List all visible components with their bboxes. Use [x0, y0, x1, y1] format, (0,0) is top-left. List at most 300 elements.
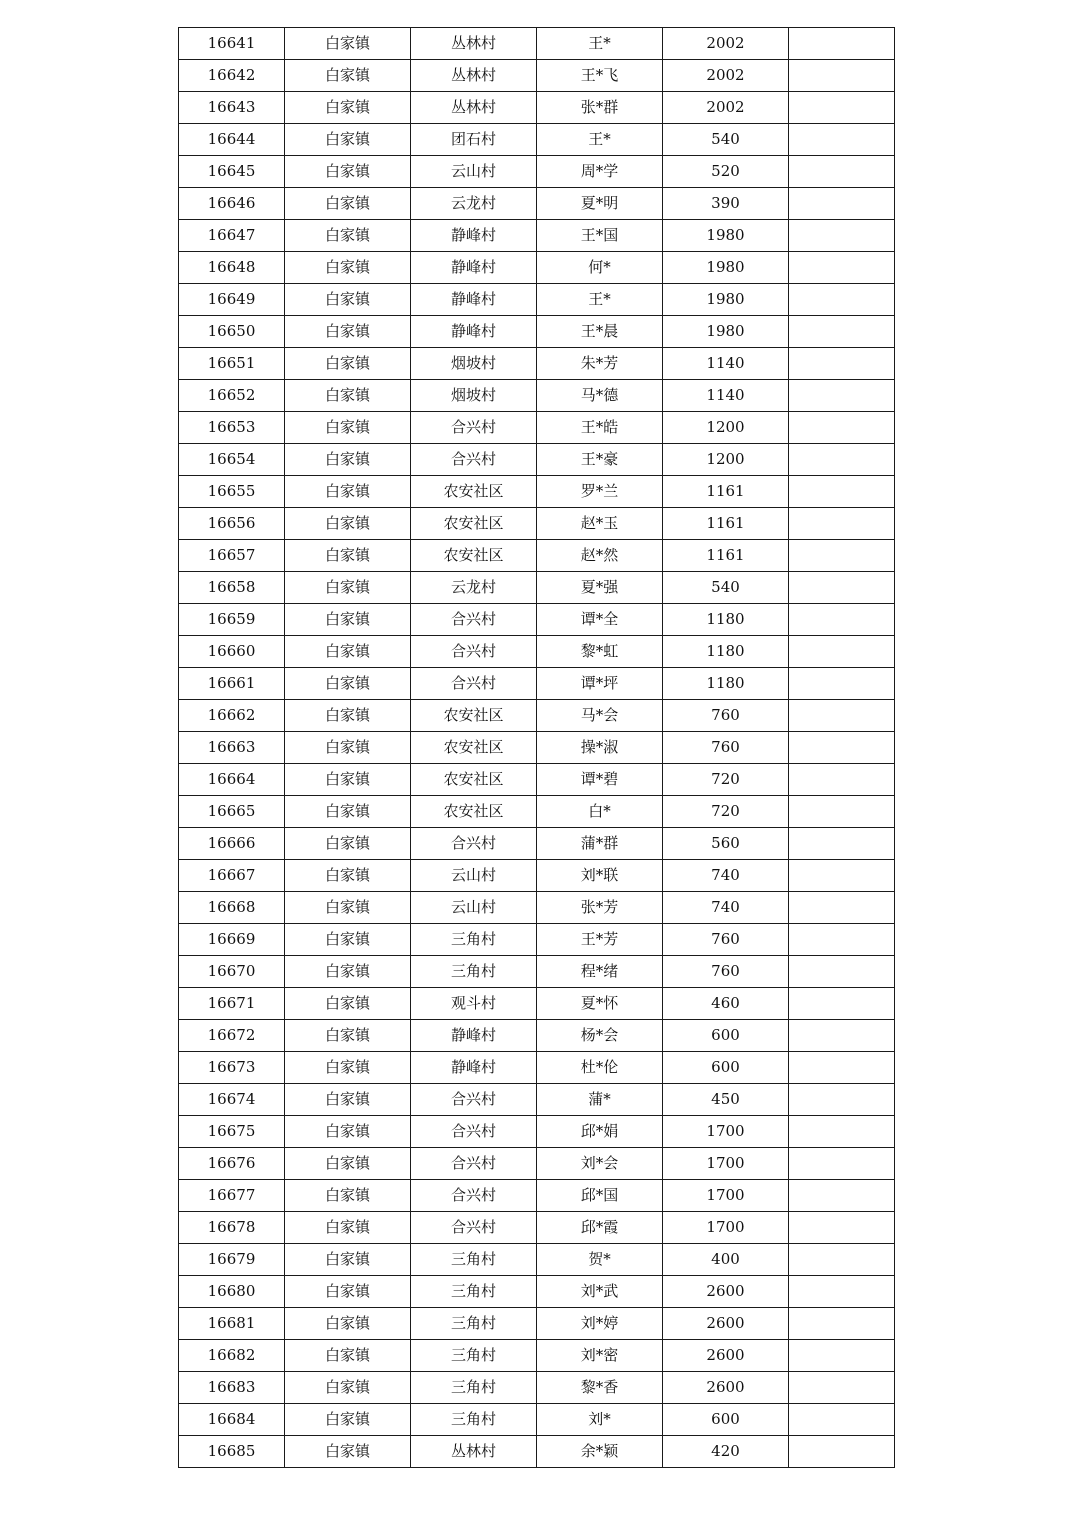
name-cell: 刘*婷: [537, 1308, 663, 1340]
table-row: [179, 252, 895, 284]
row-number-cell: 16656: [179, 508, 285, 540]
remark-cell: [789, 604, 895, 636]
remark-cell: [789, 668, 895, 700]
table-row: [179, 220, 895, 252]
row-number-cell: 16652: [179, 380, 285, 412]
table-row: [179, 764, 895, 796]
table-row: [179, 1212, 895, 1244]
town-cell: 白家镇: [285, 124, 411, 156]
amount-cell: 1161: [663, 476, 789, 508]
row-number-cell: 16654: [179, 444, 285, 476]
row-number-cell: 16641: [179, 28, 285, 60]
name-cell: 王*国: [537, 220, 663, 252]
town-cell: 白家镇: [285, 252, 411, 284]
amount-cell: 1980: [663, 316, 789, 348]
town-cell: 白家镇: [285, 508, 411, 540]
village-cell: 合兴村: [411, 828, 537, 860]
town-cell: 白家镇: [285, 732, 411, 764]
remark-cell: [789, 1052, 895, 1084]
row-number-cell: 16679: [179, 1244, 285, 1276]
remark-cell: [789, 316, 895, 348]
name-cell: 邱*国: [537, 1180, 663, 1212]
table-row: [179, 1372, 895, 1404]
name-cell: 刘*会: [537, 1148, 663, 1180]
town-cell: 白家镇: [285, 956, 411, 988]
name-cell: 谭*坪: [537, 668, 663, 700]
village-cell: 云山村: [411, 892, 537, 924]
village-cell: 丛林村: [411, 28, 537, 60]
town-cell: 白家镇: [285, 380, 411, 412]
remark-cell: [789, 1308, 895, 1340]
name-cell: 赵*玉: [537, 508, 663, 540]
row-number-cell: 16671: [179, 988, 285, 1020]
village-cell: 合兴村: [411, 1116, 537, 1148]
village-cell: 合兴村: [411, 668, 537, 700]
town-cell: 白家镇: [285, 412, 411, 444]
town-cell: 白家镇: [285, 668, 411, 700]
village-cell: 农安社区: [411, 540, 537, 572]
remark-cell: [789, 92, 895, 124]
name-cell: 王*豪: [537, 444, 663, 476]
table-row: [179, 156, 895, 188]
table-row: [179, 412, 895, 444]
name-cell: 王*芳: [537, 924, 663, 956]
table-row: [179, 924, 895, 956]
remark-cell: [789, 412, 895, 444]
table-row: [179, 92, 895, 124]
name-cell: 程*绪: [537, 956, 663, 988]
row-number-cell: 16666: [179, 828, 285, 860]
name-cell: 马*会: [537, 700, 663, 732]
amount-cell: 400: [663, 1244, 789, 1276]
village-cell: 合兴村: [411, 1148, 537, 1180]
name-cell: 蒲*: [537, 1084, 663, 1116]
town-cell: 白家镇: [285, 316, 411, 348]
table-row: [179, 1116, 895, 1148]
row-number-cell: 16650: [179, 316, 285, 348]
remark-cell: [789, 348, 895, 380]
village-cell: 丛林村: [411, 92, 537, 124]
row-number-cell: 16643: [179, 92, 285, 124]
amount-cell: 1980: [663, 252, 789, 284]
name-cell: 黎*虹: [537, 636, 663, 668]
town-cell: 白家镇: [285, 92, 411, 124]
table-row: [179, 284, 895, 316]
row-number-cell: 16678: [179, 1212, 285, 1244]
row-number-cell: 16658: [179, 572, 285, 604]
amount-cell: 1161: [663, 540, 789, 572]
remark-cell: [789, 572, 895, 604]
name-cell: 刘*武: [537, 1276, 663, 1308]
village-cell: 云龙村: [411, 188, 537, 220]
row-number-cell: 16644: [179, 124, 285, 156]
amount-cell: 1700: [663, 1180, 789, 1212]
amount-cell: 1980: [663, 220, 789, 252]
row-number-cell: 16660: [179, 636, 285, 668]
town-cell: 白家镇: [285, 764, 411, 796]
town-cell: 白家镇: [285, 924, 411, 956]
remark-cell: [789, 284, 895, 316]
amount-cell: 2600: [663, 1372, 789, 1404]
village-cell: 农安社区: [411, 796, 537, 828]
row-number-cell: 16663: [179, 732, 285, 764]
row-number-cell: 16659: [179, 604, 285, 636]
village-cell: 团石村: [411, 124, 537, 156]
table-row: [179, 1084, 895, 1116]
amount-cell: 1180: [663, 636, 789, 668]
village-cell: 三角村: [411, 1308, 537, 1340]
town-cell: 白家镇: [285, 1436, 411, 1468]
table-row: [179, 60, 895, 92]
name-cell: 周*学: [537, 156, 663, 188]
village-cell: 三角村: [411, 924, 537, 956]
village-cell: 丛林村: [411, 1436, 537, 1468]
row-number-cell: 16684: [179, 1404, 285, 1436]
town-cell: 白家镇: [285, 1212, 411, 1244]
village-cell: 合兴村: [411, 604, 537, 636]
row-number-cell: 16672: [179, 1020, 285, 1052]
village-cell: 云山村: [411, 860, 537, 892]
table-row: [179, 1244, 895, 1276]
row-number-cell: 16669: [179, 924, 285, 956]
town-cell: 白家镇: [285, 892, 411, 924]
village-cell: 丛林村: [411, 60, 537, 92]
table-row: [179, 444, 895, 476]
town-cell: 白家镇: [285, 188, 411, 220]
remark-cell: [789, 1116, 895, 1148]
row-number-cell: 16685: [179, 1436, 285, 1468]
remark-cell: [789, 700, 895, 732]
remark-cell: [789, 1340, 895, 1372]
amount-cell: 1200: [663, 444, 789, 476]
remark-cell: [789, 796, 895, 828]
name-cell: 刘*密: [537, 1340, 663, 1372]
table-row: [179, 380, 895, 412]
table-row: [179, 1020, 895, 1052]
row-number-cell: 16642: [179, 60, 285, 92]
data-table: [178, 27, 895, 1468]
village-cell: 合兴村: [411, 444, 537, 476]
row-number-cell: 16661: [179, 668, 285, 700]
amount-cell: 600: [663, 1020, 789, 1052]
town-cell: 白家镇: [285, 572, 411, 604]
name-cell: 朱*芳: [537, 348, 663, 380]
amount-cell: 2600: [663, 1340, 789, 1372]
town-cell: 白家镇: [285, 860, 411, 892]
name-cell: 张*群: [537, 92, 663, 124]
amount-cell: 740: [663, 892, 789, 924]
town-cell: 白家镇: [285, 220, 411, 252]
amount-cell: 2002: [663, 92, 789, 124]
amount-cell: 760: [663, 924, 789, 956]
town-cell: 白家镇: [285, 156, 411, 188]
amount-cell: 2002: [663, 28, 789, 60]
row-number-cell: 16646: [179, 188, 285, 220]
village-cell: 农安社区: [411, 700, 537, 732]
town-cell: 白家镇: [285, 1308, 411, 1340]
table-body: [179, 28, 895, 1468]
remark-cell: [789, 156, 895, 188]
town-cell: 白家镇: [285, 1084, 411, 1116]
row-number-cell: 16647: [179, 220, 285, 252]
town-cell: 白家镇: [285, 1404, 411, 1436]
table-row: [179, 572, 895, 604]
row-number-cell: 16673: [179, 1052, 285, 1084]
table-row: [179, 508, 895, 540]
name-cell: 王*: [537, 284, 663, 316]
remark-cell: [789, 188, 895, 220]
row-number-cell: 16683: [179, 1372, 285, 1404]
town-cell: 白家镇: [285, 1244, 411, 1276]
amount-cell: 760: [663, 956, 789, 988]
name-cell: 邱*娟: [537, 1116, 663, 1148]
amount-cell: 720: [663, 796, 789, 828]
row-number-cell: 16676: [179, 1148, 285, 1180]
name-cell: 夏*明: [537, 188, 663, 220]
name-cell: 刘*: [537, 1404, 663, 1436]
row-number-cell: 16655: [179, 476, 285, 508]
row-number-cell: 16680: [179, 1276, 285, 1308]
village-cell: 合兴村: [411, 1084, 537, 1116]
row-number-cell: 16668: [179, 892, 285, 924]
town-cell: 白家镇: [285, 476, 411, 508]
village-cell: 静峰村: [411, 316, 537, 348]
town-cell: 白家镇: [285, 444, 411, 476]
village-cell: 观斗村: [411, 988, 537, 1020]
remark-cell: [789, 444, 895, 476]
remark-cell: [789, 124, 895, 156]
town-cell: 白家镇: [285, 1372, 411, 1404]
town-cell: 白家镇: [285, 988, 411, 1020]
village-cell: 三角村: [411, 1340, 537, 1372]
table-row: [179, 540, 895, 572]
remark-cell: [789, 1244, 895, 1276]
village-cell: 合兴村: [411, 1212, 537, 1244]
table-row: [179, 28, 895, 60]
village-cell: 三角村: [411, 956, 537, 988]
remark-cell: [789, 508, 895, 540]
town-cell: 白家镇: [285, 60, 411, 92]
name-cell: 白*: [537, 796, 663, 828]
remark-cell: [789, 476, 895, 508]
row-number-cell: 16681: [179, 1308, 285, 1340]
table-row: [179, 1404, 895, 1436]
village-cell: 合兴村: [411, 636, 537, 668]
name-cell: 张*芳: [537, 892, 663, 924]
row-number-cell: 16648: [179, 252, 285, 284]
table-row: [179, 700, 895, 732]
amount-cell: 2600: [663, 1308, 789, 1340]
amount-cell: 760: [663, 732, 789, 764]
village-cell: 农安社区: [411, 764, 537, 796]
table-row: [179, 1276, 895, 1308]
table-row: [179, 188, 895, 220]
amount-cell: 450: [663, 1084, 789, 1116]
table-row: [179, 476, 895, 508]
name-cell: 夏*强: [537, 572, 663, 604]
table-row: [179, 732, 895, 764]
town-cell: 白家镇: [285, 1052, 411, 1084]
name-cell: 王*晨: [537, 316, 663, 348]
name-cell: 黎*香: [537, 1372, 663, 1404]
remark-cell: [789, 28, 895, 60]
row-number-cell: 16675: [179, 1116, 285, 1148]
table-row: [179, 636, 895, 668]
name-cell: 余*颖: [537, 1436, 663, 1468]
amount-cell: 600: [663, 1404, 789, 1436]
amount-cell: 720: [663, 764, 789, 796]
remark-cell: [789, 1372, 895, 1404]
table-row: [179, 828, 895, 860]
amount-cell: 390: [663, 188, 789, 220]
village-cell: 烟坡村: [411, 380, 537, 412]
row-number-cell: 16657: [179, 540, 285, 572]
village-cell: 农安社区: [411, 508, 537, 540]
amount-cell: 1180: [663, 604, 789, 636]
town-cell: 白家镇: [285, 540, 411, 572]
row-number-cell: 16674: [179, 1084, 285, 1116]
remark-cell: [789, 732, 895, 764]
table-row: [179, 956, 895, 988]
village-cell: 农安社区: [411, 732, 537, 764]
name-cell: 罗*兰: [537, 476, 663, 508]
name-cell: 赵*然: [537, 540, 663, 572]
village-cell: 合兴村: [411, 412, 537, 444]
remark-cell: [789, 1084, 895, 1116]
town-cell: 白家镇: [285, 284, 411, 316]
row-number-cell: 16662: [179, 700, 285, 732]
remark-cell: [789, 1276, 895, 1308]
village-cell: 三角村: [411, 1372, 537, 1404]
table-row: [179, 892, 895, 924]
amount-cell: 2600: [663, 1276, 789, 1308]
amount-cell: 740: [663, 860, 789, 892]
amount-cell: 1700: [663, 1116, 789, 1148]
table-row: [179, 1148, 895, 1180]
remark-cell: [789, 1148, 895, 1180]
amount-cell: 1140: [663, 348, 789, 380]
town-cell: 白家镇: [285, 1340, 411, 1372]
amount-cell: 520: [663, 156, 789, 188]
name-cell: 刘*联: [537, 860, 663, 892]
row-number-cell: 16682: [179, 1340, 285, 1372]
town-cell: 白家镇: [285, 28, 411, 60]
remark-cell: [789, 828, 895, 860]
remark-cell: [789, 1180, 895, 1212]
table-row: [179, 1436, 895, 1468]
row-number-cell: 16677: [179, 1180, 285, 1212]
row-number-cell: 16664: [179, 764, 285, 796]
table-row: [179, 1340, 895, 1372]
table-row: [179, 860, 895, 892]
name-cell: 邱*霞: [537, 1212, 663, 1244]
remark-cell: [789, 540, 895, 572]
table-row: [179, 124, 895, 156]
name-cell: 王*: [537, 124, 663, 156]
amount-cell: 420: [663, 1436, 789, 1468]
table-row: [179, 604, 895, 636]
name-cell: 王*皓: [537, 412, 663, 444]
remark-cell: [789, 988, 895, 1020]
amount-cell: 600: [663, 1052, 789, 1084]
name-cell: 王*: [537, 28, 663, 60]
amount-cell: 540: [663, 572, 789, 604]
name-cell: 蒲*群: [537, 828, 663, 860]
table-row: [179, 316, 895, 348]
remark-cell: [789, 956, 895, 988]
remark-cell: [789, 220, 895, 252]
village-cell: 静峰村: [411, 1020, 537, 1052]
name-cell: 谭*全: [537, 604, 663, 636]
amount-cell: 1161: [663, 508, 789, 540]
town-cell: 白家镇: [285, 604, 411, 636]
row-number-cell: 16645: [179, 156, 285, 188]
amount-cell: 460: [663, 988, 789, 1020]
town-cell: 白家镇: [285, 348, 411, 380]
town-cell: 白家镇: [285, 828, 411, 860]
village-cell: 静峰村: [411, 220, 537, 252]
amount-cell: 760: [663, 700, 789, 732]
amount-cell: 1180: [663, 668, 789, 700]
remark-cell: [789, 1212, 895, 1244]
remark-cell: [789, 1404, 895, 1436]
table-row: [179, 796, 895, 828]
village-cell: 烟坡村: [411, 348, 537, 380]
remark-cell: [789, 892, 895, 924]
row-number-cell: 16653: [179, 412, 285, 444]
remark-cell: [789, 924, 895, 956]
town-cell: 白家镇: [285, 1116, 411, 1148]
row-number-cell: 16651: [179, 348, 285, 380]
table-row: [179, 668, 895, 700]
amount-cell: 540: [663, 124, 789, 156]
amount-cell: 1140: [663, 380, 789, 412]
name-cell: 王*飞: [537, 60, 663, 92]
village-cell: 三角村: [411, 1404, 537, 1436]
table-row: [179, 1052, 895, 1084]
row-number-cell: 16670: [179, 956, 285, 988]
town-cell: 白家镇: [285, 700, 411, 732]
village-cell: 三角村: [411, 1276, 537, 1308]
amount-cell: 2002: [663, 60, 789, 92]
table-row: [179, 1180, 895, 1212]
village-cell: 静峰村: [411, 252, 537, 284]
village-cell: 三角村: [411, 1244, 537, 1276]
amount-cell: 1980: [663, 284, 789, 316]
amount-cell: 1700: [663, 1148, 789, 1180]
village-cell: 合兴村: [411, 1180, 537, 1212]
town-cell: 白家镇: [285, 1180, 411, 1212]
village-cell: 云龙村: [411, 572, 537, 604]
row-number-cell: 16665: [179, 796, 285, 828]
remark-cell: [789, 1436, 895, 1468]
remark-cell: [789, 252, 895, 284]
amount-cell: 1200: [663, 412, 789, 444]
name-cell: 杨*会: [537, 1020, 663, 1052]
name-cell: 贺*: [537, 1244, 663, 1276]
table-row: [179, 348, 895, 380]
name-cell: 何*: [537, 252, 663, 284]
remark-cell: [789, 380, 895, 412]
town-cell: 白家镇: [285, 1020, 411, 1052]
village-cell: 静峰村: [411, 284, 537, 316]
remark-cell: [789, 860, 895, 892]
remark-cell: [789, 636, 895, 668]
row-number-cell: 16667: [179, 860, 285, 892]
table-row: [179, 1308, 895, 1340]
village-cell: 静峰村: [411, 1052, 537, 1084]
name-cell: 谭*碧: [537, 764, 663, 796]
